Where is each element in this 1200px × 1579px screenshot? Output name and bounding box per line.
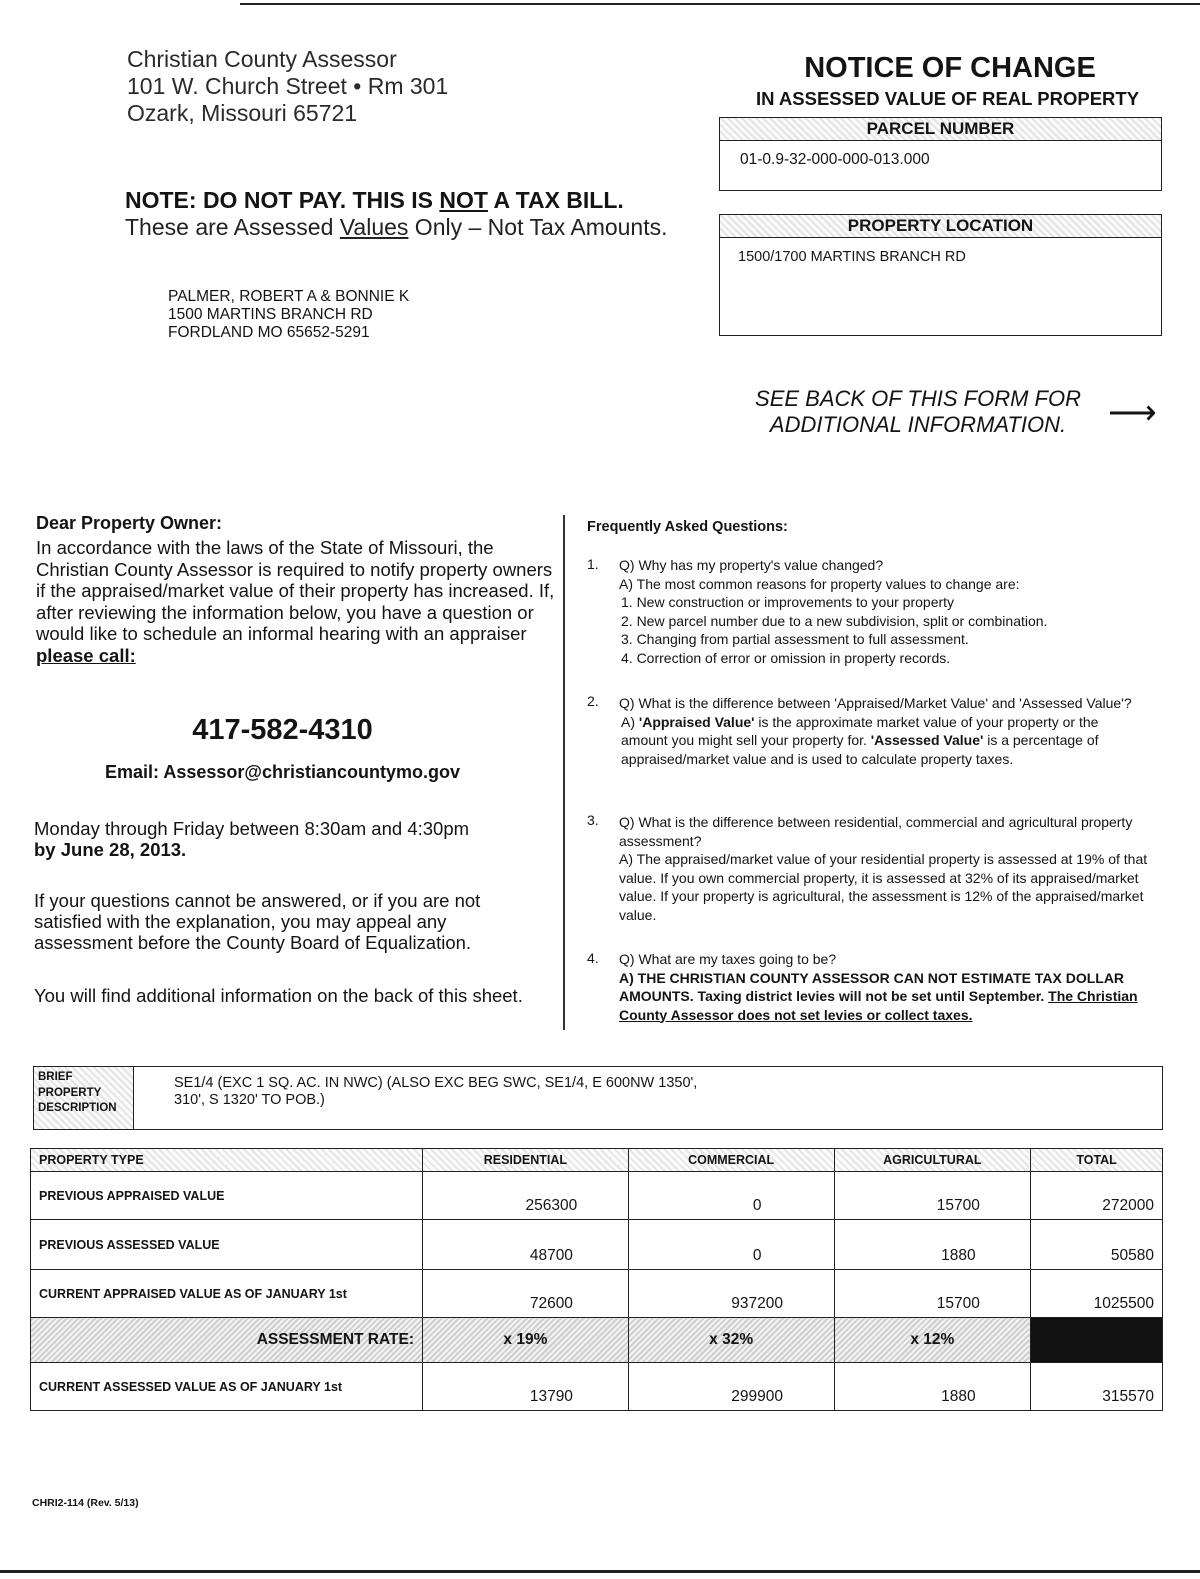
total-value: 1025500: [1031, 1270, 1163, 1318]
agricultural-value: 15700: [834, 1270, 1031, 1318]
row-label: CURRENT ASSESSED VALUE AS OF JANUARY 1st: [31, 1363, 423, 1411]
faq-q3-number: 3.: [587, 812, 599, 828]
total-value: 50580: [1031, 1220, 1163, 1270]
owner-name: PALMER, ROBERT A & BONNIE K: [168, 288, 410, 305]
faq-q2-end: is a percentage of appraised/market value and is used to calculate property taxes.: [621, 732, 1099, 767]
agricultural-value: 1880: [834, 1220, 1031, 1270]
faq-q1-answer: A) The most common reasons for property values to change are:: [619, 575, 1020, 592]
faq-q1-item: 2. New parcel number due to a new subdivision, split or combination.: [621, 612, 1048, 629]
faq-title: Frequently Asked Questions:: [587, 519, 788, 535]
table-row: [31, 1172, 1163, 1220]
residential-value: 13790: [423, 1363, 629, 1411]
owner-address: [168, 288, 409, 342]
header-property-type: PROPERTY TYPE: [31, 1149, 423, 1172]
note-text-b: A TAX BILL.: [487, 187, 624, 213]
faq-q1-item: 4. Correction of error or omission in property records.: [621, 649, 951, 666]
assessor-address: [127, 46, 448, 127]
property-description-text: [174, 1075, 697, 1108]
intro-text: In accordance with the laws of the State of Missouri, the Christian County Assessor is required to notify property owners if the appraised/market value of their property has increased. If, after reviewing the information below, you have a question or would like to schedule an informal hearing with an appraiser: [36, 537, 555, 644]
top-border-line: [240, 3, 1200, 5]
total-value: 272000: [1031, 1172, 1163, 1220]
faq-q2-number: 2.: [587, 693, 599, 709]
see-back-line2: ADDITIONAL INFORMATION.: [769, 412, 1067, 437]
intro-paragraph: [36, 537, 556, 666]
faq-q3-question: Q) What is the difference between residential, commercial and agricultural property assessment?: [619, 814, 1133, 849]
faq-q1: [619, 556, 1139, 667]
property-location-value: 1500/1700 MARTINS BRANCH RD: [738, 249, 966, 265]
note-text-c: These are Assessed: [125, 214, 340, 240]
notice-title: NOTICE OF CHANGE: [804, 52, 1096, 84]
faq-q3: [619, 813, 1154, 924]
row-label: PREVIOUS ASSESSED VALUE: [31, 1220, 423, 1270]
office-hours: [34, 818, 469, 860]
faq-q4-question: Q) What are my taxes going to be?: [619, 951, 837, 967]
see-back-line1: SEE BACK OF THIS FORM FOR: [755, 386, 1081, 411]
do-not-pay-note: [125, 187, 624, 214]
property-description-label: [34, 1067, 134, 1129]
form-number: CHRI2-114 (Rev. 5/13): [32, 1497, 139, 1509]
header-commercial: COMMERCIAL: [628, 1149, 834, 1172]
faq-q1-number: 1.: [587, 556, 599, 572]
assessor-city: Ozark, Missouri 65721: [127, 100, 358, 126]
faq-q2-prefix: A): [621, 713, 639, 730]
faq-q2: [619, 694, 1139, 768]
owner-street: 1500 MARTINS BRANCH RD: [168, 306, 373, 323]
header-agricultural: AGRICULTURAL: [834, 1149, 1031, 1172]
note-values: Values: [339, 214, 409, 240]
faq-q2-question: Q) What is the difference between 'Appraised/Market Value' and 'Assessed Value'?: [619, 695, 1132, 711]
desc-label-property: PROPERTY: [38, 1086, 102, 1099]
parcel-number-label: PARCEL NUMBER: [720, 118, 1161, 141]
agricultural-value: 1880: [834, 1363, 1031, 1411]
assessment-values-table: [30, 1148, 1163, 1411]
phone-number: 417-582-4310: [192, 714, 373, 746]
faq-q2-mid: is the approximate market value of your property or the amount you might sell your property for.: [621, 713, 1099, 748]
desc-line1: SE1/4 (EXC 1 SQ. AC. IN NWC) (ALSO EXC BEG SWC, SE1/4, E 600NW 1350',: [174, 1075, 698, 1091]
residential-value: 72600: [423, 1270, 629, 1318]
faq-q4-answer: A) THE CHRISTIAN COUNTY ASSESSOR CAN NOT ESTIMATE TAX DOLLAR AMOUNTS. Taxing district levies will not be set until September.: [619, 969, 1125, 1004]
note-not: NOT: [439, 187, 488, 213]
commercial-value: 0: [628, 1220, 834, 1270]
email-address: Email: Assessor@christiancountymo.gov: [105, 762, 460, 782]
commercial-value: 299900: [628, 1363, 834, 1411]
commercial-value: 937200: [628, 1270, 834, 1318]
assessor-street: 101 W. Church Street • Rm 301: [127, 73, 449, 99]
right-arrow-icon: ⟶: [1108, 394, 1157, 432]
total-rate-blacked-out: [1031, 1318, 1163, 1363]
property-description-box: [33, 1066, 1163, 1130]
note-text-a: NOTE: DO NOT PAY. THIS IS: [125, 187, 440, 213]
faq-q4-underlined: The Christian County Assessor does not set levies or collect taxes.: [619, 988, 1138, 1023]
agricultural-value: 15700: [834, 1172, 1031, 1220]
appeal-paragraph: If your questions cannot be answered, or if you are not satisfied with the explanation, you may appeal any assessment before the County Board of Equalization.: [34, 890, 481, 953]
assessed-values-note: [125, 214, 668, 241]
faq-q1-item: 3. Changing from partial assessment to full assessment.: [621, 631, 969, 647]
faq-q4-number: 4.: [587, 950, 599, 966]
owner-city: FORDLAND MO 65652-5291: [168, 324, 370, 341]
column-divider: [563, 515, 565, 1030]
assessed-value-term: 'Assessed Value': [870, 732, 984, 748]
deadline-text: by June 28, 2013.: [34, 839, 187, 860]
faq-q2-answer: [619, 713, 1139, 769]
desc-label-description: DESCRIPTION: [38, 1102, 117, 1114]
please-call: please call:: [36, 644, 136, 666]
header-residential: RESIDENTIAL: [423, 1149, 629, 1172]
greeting: Dear Property Owner:: [36, 513, 223, 533]
agricultural-rate: x 12%: [834, 1318, 1031, 1363]
table-row: [31, 1220, 1163, 1270]
notice-subtitle: IN ASSESSED VALUE OF REAL PROPERTY: [755, 88, 1140, 109]
parcel-number-value: 01-0.9-32-000-000-013.000: [740, 151, 930, 168]
bottom-border-line: [0, 1570, 1200, 1573]
commercial-rate: x 32%: [628, 1318, 834, 1363]
header-total: TOTAL: [1031, 1149, 1163, 1172]
row-label: PREVIOUS APPRAISED VALUE: [31, 1172, 423, 1220]
faq-q1-item: 1. New construction or improvements to your property: [621, 594, 955, 610]
desc-line2: 310', S 1320' TO POB.): [174, 1091, 325, 1108]
commercial-value: 0: [628, 1172, 834, 1220]
note-text-d: Only – Not Tax Amounts.: [408, 214, 668, 240]
faq-q1-question: Q) Why has my property's value changed?: [619, 557, 884, 573]
faq-q4: [619, 950, 1159, 1024]
assessment-rate-label: ASSESSMENT RATE:: [31, 1318, 423, 1363]
residential-value: 256300: [423, 1172, 629, 1220]
desc-label-brief: BRIEF: [38, 1071, 73, 1083]
table-header-row: [31, 1149, 1163, 1172]
assessment-rate-row: [31, 1318, 1163, 1363]
property-location-box: [719, 214, 1162, 336]
residential-value: 48700: [423, 1220, 629, 1270]
assessor-name: Christian County Assessor: [127, 46, 397, 72]
see-back-notice: [728, 386, 1108, 438]
more-info-paragraph: You will find additional information on the back of this sheet.: [34, 985, 523, 1006]
table-row: [31, 1363, 1163, 1411]
faq-q3-answer: A) The appraised/market value of your residential property is assessed at 19% of that value. If you own commercial property, it is assessed at 32% of its appraised/market value. If your property is agricultural, the assessment is 12% of the appraised/market value.: [619, 851, 1148, 923]
hours-text: Monday through Friday between 8:30am and 4:30pm: [34, 818, 470, 839]
parcel-number-box: [719, 117, 1162, 191]
row-label: CURRENT APPRAISED VALUE AS OF JANUARY 1st: [31, 1270, 423, 1318]
property-location-label: PROPERTY LOCATION: [720, 215, 1161, 238]
total-value: 315570: [1031, 1363, 1163, 1411]
residential-rate: x 19%: [423, 1318, 629, 1363]
table-row: [31, 1270, 1163, 1318]
appraised-value-term: 'Appraised Value': [638, 713, 755, 730]
